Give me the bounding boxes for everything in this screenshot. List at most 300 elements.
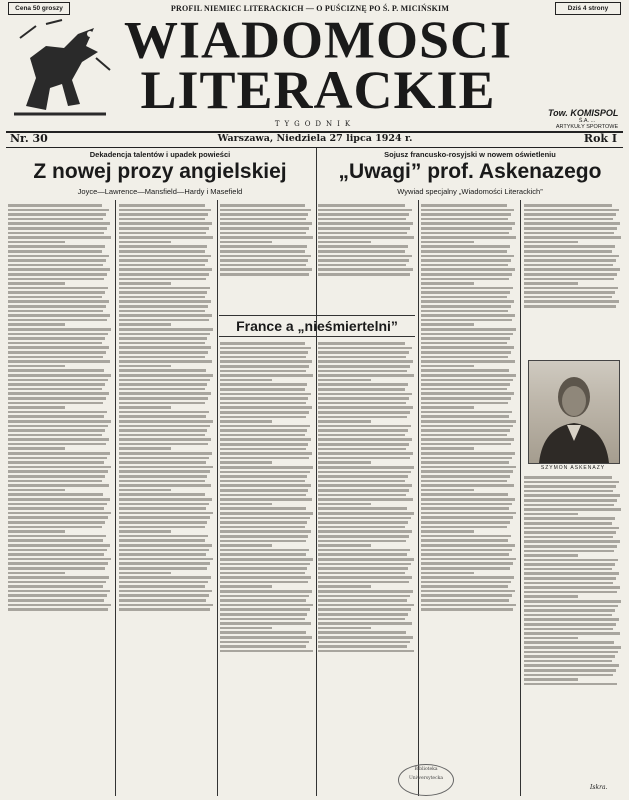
text-line [421,342,507,345]
text-line [8,374,111,377]
text-line [318,411,410,414]
text-line [524,494,620,497]
text-line [119,457,209,460]
text-line [220,475,307,478]
text-line [119,342,205,345]
text-line [318,365,410,368]
text-line [421,425,513,428]
text-line [8,305,106,308]
text-line [8,457,107,460]
text-line [119,291,207,294]
text-line [220,255,311,258]
text-line [119,337,207,340]
text-line [220,457,309,460]
text-line [220,213,308,216]
text-line [119,590,212,593]
price-box: Cena 50 groszy [8,2,70,15]
text-line [524,273,617,276]
text-line [318,245,408,248]
text-line [119,268,212,271]
text-line [421,204,507,207]
text-line [318,232,407,235]
text-line [421,544,515,547]
text-line [421,461,509,464]
text-line [421,310,508,313]
text-line [220,434,305,437]
text-line [119,209,211,212]
text-line [318,613,408,616]
text-line [8,553,104,556]
text-line [318,475,408,478]
text-line [8,328,111,331]
text-line [421,356,508,359]
text-line [318,590,413,593]
text-line [220,218,306,221]
text-line [318,517,411,520]
text-line [8,236,111,239]
text-line [119,241,171,244]
text-line [8,300,109,303]
text-line [421,273,512,276]
text-line [119,415,206,418]
text-line [524,490,613,493]
text-line [119,466,213,469]
text-line [318,342,405,345]
text-line [119,539,205,542]
text-line [119,604,213,607]
text-line [421,319,512,322]
text-line [318,379,371,382]
text-line [421,287,513,290]
text-line [8,268,110,271]
signature: Iskra. [590,784,608,791]
text-line [421,457,512,460]
text-line [524,591,617,594]
text-line [220,360,312,363]
text-line [119,397,208,400]
text-line [8,535,106,538]
section-rule [219,315,415,316]
text-line [119,553,206,556]
text-line [119,227,209,230]
text-line [318,241,371,244]
text-line [421,429,510,432]
text-line [318,618,405,621]
text-line [421,291,510,294]
text-line [8,379,108,382]
text-line [524,568,612,571]
text-line [8,264,103,267]
text-line [220,526,305,529]
text-line [220,204,305,207]
text-line [318,480,405,483]
text-line [220,494,306,497]
text-line [318,530,412,533]
text-line [421,498,515,501]
text-line [8,576,109,579]
text-line [8,222,110,225]
text-line [421,232,509,235]
text-line [524,595,578,598]
text-line [421,576,514,579]
text-line [8,323,65,326]
text-line [318,585,371,588]
text-line [8,314,110,317]
text-line [119,374,213,377]
text-line [421,480,507,483]
text-line [119,470,210,473]
text-line [421,397,511,400]
text-line [524,204,612,207]
text-line [421,264,508,267]
text-line [8,420,111,423]
text-line [119,356,205,359]
text-line [8,411,107,414]
text-line [318,631,406,634]
text-line [318,466,414,469]
text-line [8,466,111,469]
text-line [220,227,309,230]
text-line [524,651,618,654]
text-line [119,443,208,446]
text-line [8,232,104,235]
text-line [8,438,109,441]
masthead-line-1: WIADOMOSCI [123,10,513,70]
text-line [524,232,614,235]
text-line [421,282,474,285]
text-line [220,576,311,579]
text-line [220,590,312,593]
text-line [421,599,509,602]
column-rule [418,200,419,796]
text-line [8,470,108,473]
text-line [524,609,615,612]
text-line [119,222,212,225]
article-column-4-top [318,202,415,312]
text-line [119,218,205,221]
text-line [318,360,413,363]
text-line [8,346,109,349]
text-line [220,406,312,409]
pegasus-logo [6,18,114,122]
text-line [421,447,474,450]
text-line [421,278,509,281]
text-line [119,581,208,584]
text-line [8,590,110,593]
text-line [119,296,205,299]
text-line [220,567,307,570]
text-line [524,527,619,530]
text-line [220,425,310,428]
text-line [8,369,104,372]
text-line [318,503,371,506]
text-line [8,503,107,506]
text-line [421,567,510,570]
text-line [8,213,106,216]
text-line [119,438,211,441]
text-line [8,521,105,524]
text-line [119,498,212,501]
text-line [421,521,510,524]
text-line [8,447,65,450]
text-line [119,535,208,538]
text-line [524,213,616,216]
text-line [8,402,103,405]
text-line [421,369,509,372]
text-line [318,599,407,602]
text-line [8,388,102,391]
text-line [318,209,412,212]
text-line [318,595,410,598]
text-line [421,383,510,386]
text-line [318,563,411,566]
text-line [524,508,621,511]
text-line [8,255,109,258]
library-stamp: Biblioteka Uniwersytecka [398,764,454,796]
text-line [421,305,511,308]
text-line [220,544,272,547]
text-line [220,517,310,520]
text-line [318,402,406,405]
text-line [421,245,510,248]
text-line [318,255,412,258]
text-line [8,342,102,345]
text-line [119,461,206,464]
text-line [421,365,474,368]
text-line [524,278,614,281]
text-line [220,232,306,235]
article-column-2 [119,202,214,794]
text-line [318,429,408,432]
text-line [524,582,613,585]
text-line [524,296,612,299]
text-line [220,512,313,515]
text-line [8,581,106,584]
text-line [318,425,411,428]
text-line [524,623,616,626]
text-line [524,291,615,294]
text-line [8,209,109,212]
text-line [8,493,103,496]
text-line [119,558,213,561]
text-line [8,512,111,515]
text-line [8,310,103,313]
text-line [318,406,413,409]
text-line [220,507,306,510]
text-line [220,622,311,625]
text-line [318,540,406,543]
text-line [421,484,514,487]
text-line [524,674,613,677]
text-line [220,222,312,225]
text-line [220,443,308,446]
text-line [119,264,205,267]
text-line [421,346,514,349]
text-line [524,550,614,553]
text-line [220,209,311,212]
text-line [119,447,171,450]
text-line [318,549,410,552]
text-line [318,622,412,625]
text-line [8,498,110,501]
text-line [524,305,616,308]
text-line [8,539,103,542]
text-line [8,356,103,359]
article-column-6 [524,474,622,784]
text-line [220,645,306,648]
text-line [524,536,613,539]
text-line [119,503,209,506]
text-line [119,360,212,363]
text-line [220,480,305,483]
text-line [119,544,212,547]
text-line [421,250,507,253]
text-line [318,227,410,230]
text-line [421,411,512,414]
text-line [524,481,619,484]
text-line [8,429,105,432]
text-line [8,259,106,262]
text-line [421,218,508,221]
text-line [421,512,516,515]
text-line [220,530,311,533]
text-line [524,660,612,663]
text-line [8,585,103,588]
text-line [220,572,305,575]
text-line [318,370,407,373]
text-line [318,222,413,225]
text-line [220,402,306,405]
text-line [421,558,516,561]
text-line [119,567,207,570]
text-line [119,493,205,496]
text-line [8,296,102,299]
text-line [220,549,309,552]
text-line [524,227,617,230]
text-line [8,218,103,221]
text-line [8,516,108,519]
text-line [8,480,102,483]
text-line [318,259,409,262]
text-line [421,268,515,271]
text-line [421,241,474,244]
text-line [8,360,110,363]
text-line [318,581,409,584]
text-line [220,356,306,359]
text-line [318,484,412,487]
text-line [119,255,211,258]
text-line [8,282,65,285]
text-line [524,572,619,575]
text-line [318,521,408,524]
text-line [524,632,620,635]
text-line [524,563,615,566]
text-line [8,337,105,340]
text-line [421,594,512,597]
text-line [220,540,306,543]
text-line [524,268,620,271]
text-line [119,273,209,276]
text-line [318,218,406,221]
text-line [220,631,306,634]
text-line [421,379,513,382]
text-line [421,236,516,239]
text-line [8,392,109,395]
text-line [318,204,405,207]
text-line [220,264,306,267]
left-kicker: Dekadencja talentów i upadek powieści [89,150,231,159]
text-line [524,236,621,239]
text-line [8,558,111,561]
text-line [421,259,511,262]
text-line [318,544,371,547]
text-line [421,402,508,405]
text-line [421,466,516,469]
text-line [524,577,616,580]
text-line [8,415,104,418]
text-line [524,641,614,644]
text-line [421,255,514,258]
text-line [8,567,105,570]
text-line [421,323,474,326]
text-line [220,595,309,598]
text-line [220,374,313,377]
text-line [119,608,210,611]
text-line [421,581,511,584]
text-line [318,567,408,570]
text-line [119,351,208,354]
text-line [524,209,619,212]
column-rule [316,148,317,796]
text-line [8,406,65,409]
text-line [421,539,508,542]
text-line [119,282,171,285]
text-line [8,562,108,565]
text-line [421,337,510,340]
text-line [421,562,513,565]
text-line [119,425,210,428]
text-line [421,535,511,538]
text-line [524,664,619,667]
text-line [421,374,516,377]
text-line [119,562,210,565]
text-line [8,204,102,207]
text-line [220,471,310,474]
text-line [318,452,413,455]
text-line [421,553,509,556]
text-line [8,291,105,294]
text-line [421,415,509,418]
text-line [524,264,613,267]
article-column-5 [421,202,517,794]
text-line [318,347,412,350]
text-line [119,411,209,414]
text-line [119,383,207,386]
text-line [318,397,409,400]
pages-box: Dziś 4 strony [555,2,621,15]
text-line [524,287,618,290]
text-line [220,416,306,419]
text-line [119,480,205,483]
text-line [421,314,515,317]
text-line [421,222,515,225]
issue-number: Nr. 30 [10,132,48,145]
text-line [119,310,205,313]
text-line [119,594,209,597]
text-line [8,544,110,547]
text-line [220,411,309,414]
text-line [318,448,406,451]
